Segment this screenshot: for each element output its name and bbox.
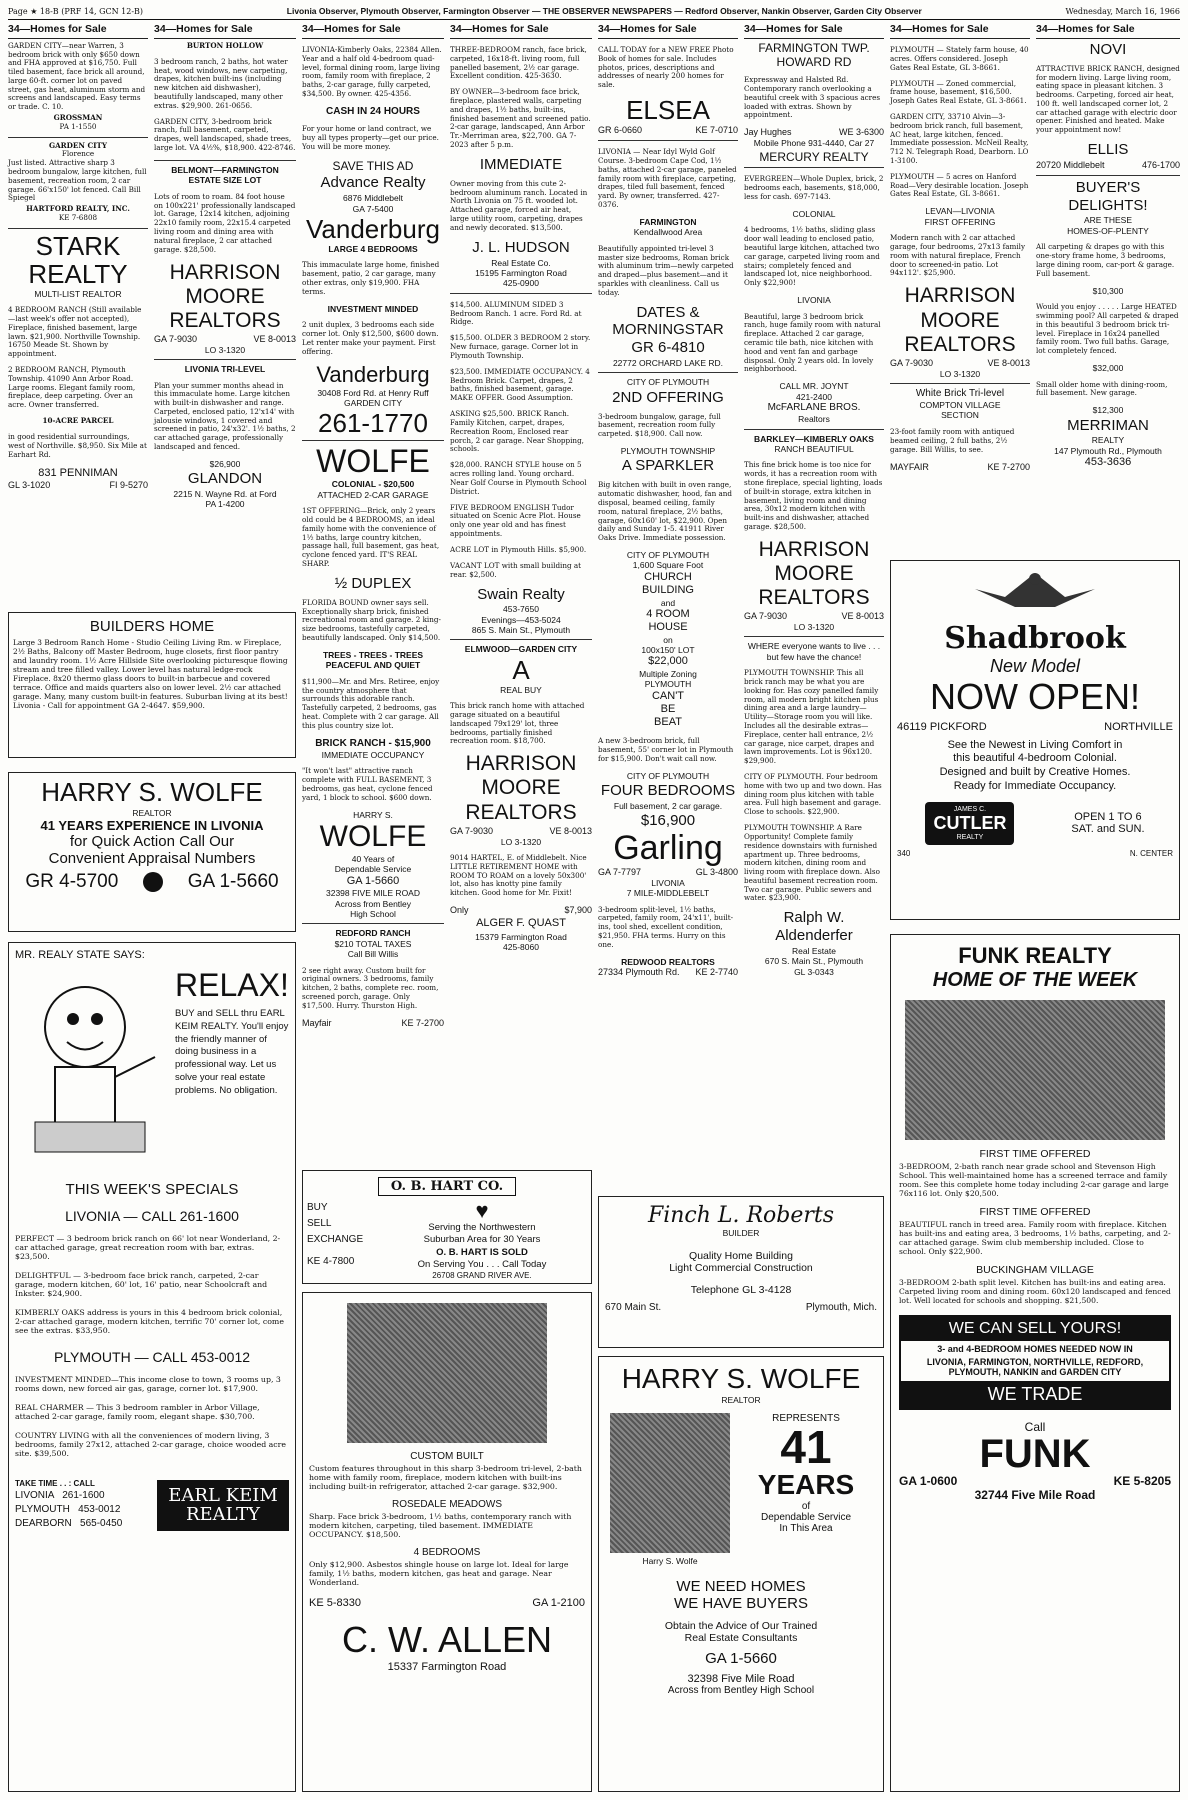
- section-heading: 34—Homes for Sale: [598, 22, 738, 39]
- harrison-moore-logo: HARRISON: [169, 260, 281, 284]
- ob-hart-ad: O. B. HART CO. BUY SELL EXCHANGE KE 4-7800 ♥ Serving the Northwestern Suburban Area for 30 Years O. B. HART IS SOLD On Serving You . . . Call Today 26708 GRAND RIVER AVE.: [302, 1170, 592, 1284]
- shadbrook-ad: Shadbrook New Model NOW OPEN! 46119 PICKFORD NORTHVILLE See the Newest in Living Comfort in this beautiful 4-bedroom Colonial. Designed and built by Creative Homes. Ready for Immediate Occupancy. JAMES C. CUTLER REALTY OPEN 1 TO 6 SAT. and SUN. 340 N. CENTER: [890, 560, 1180, 920]
- column-3: 34—Homes for Sale LIVONIA-Kimberly Oaks, 22384 Allen. Year and a half old 4-bedroom quad-level, formal dining room, large living room, family room with fireplace, 2 baths, 2-car garage, fully carpeted, $34,500. By owner. 425-4356. CASH IN 24 HOURS For your home or land contract, we buy all types property—get our price. You will be more money. SAVE THIS AD Advance Realty 6876 Middlebelt GA 7-5400 Vanderburg LARGE 4 BEDROOMS This immaculate large home, finished basement, patio, 2 car garage, many other extras, only $19,900. FHA terms. INVESTMENT MINDED 2 unit duplex, 3 bedrooms each side corner lot. Only $12,500, $600 down. Let renter make your payment. First offering. Vanderburg 30408 Ford Rd. at Henry Ruff GARDEN CITY 261-1770 WOLFE COLONIAL - $20,500 ATTACHED 2-CAR GARAGE 1ST OFFERING—Brick, only 2 years old could be 4 BEDROOMS, an ideal family home with the convenience of 1½ baths, large country kitchen, passage hall, full basement, gas heat, cyclone fenced yard. IT'S REAL SHARP. ½ DUPLEX FLORIDA BOUND owner says sell. Exceptionally sharp brick, finished recreational room and garage. 2 king-size bedrooms, tastefully carpeted, beautifully landscaped. Only $14,500. TREES - TREES - TREES PEACEFUL AND QUIET $11,900—Mr. and Mrs. Retiree, enjoy the country atmosphere that surrounds this adorable ranch. Tastefully carpeted, 2 bedrooms, gas heat. Complete with 2 car garage. All this plus country size lot. BRICK RANCH - $15,900 IMMEDIATE OCCUPANCY "It won't last" attractive ranch complete with FULL BASEMENT, 3 bedrooms, gas heat, cyclone fenced yard, 1 block to school. $600 down. HARRY S. WOLFE 40 Years of Dependable Service GA 1-5660 32398 FIVE MILE ROAD Across from Bentley High School REDFORD RANCH $210 TOTAL TAXES Call Bill Willis 2 see right away. Custom built for original owners. 3 bedrooms, family kitchen, 2 baths, complete rec. room, screened porch, garage. Only $17,500. Hurry. Thurston High. Mayfair KE 7-2700: [302, 23, 444, 1028]
- glandon-logo: GLANDON: [187, 470, 263, 488]
- column-6: 34—Homes for Sale FARMINGTON TWP. HOWARD RD Expressway and Halsted Rd. Contemporary ranch overlooking a beautiful creek with 3 spacious acres loaded with extras. Shown by appointment. Jay Hughes WE 3-6300 Mobile Phone 931-4440, Car 27 MERCURY REALTY EVERGREEN—Whole Duplex, brick, 2 bedrooms each, basements, $18,000, less for cash. 697-7143. COLONIAL 4 bedrooms, 1½ baths, sliding glass door wall leading to enclosed patio, beautiful large kitchen, attached two car garage, carpeted living room and stairs; completely fenced and landscaped lot, nice neighborhood. Only $22,900! LIVONIA Beautiful, large 3 bedroom brick ranch, huge family room with natural fireplace. Attached 2 car garage, ceramic tile bath, nice kitchen with hood and vent fan and garbage disposal. Only 2 years old. In lovely neighborhood. CALL MR. JOYNT 421-2400 McFARLANE BROS. Realtors BARKLEY—KIMBERLY OAKS RANCH BEAUTIFUL This fine brick home is too nice for words, it has a recreation room with stone fireplace, special lighting, loads of built-in storage, extra kitchen in basement, living room and dining area, 30x12 modern kitchen with built-ins and dishwasher, attached garage. $28,500. HARRISON MOORE REALTORS GA 7-9030 VE 8-0013 LO 3-1320 WHERE everyone wants to live . . . but few have the chance! PLYMOUTH TOWNSHIP. This all brick ranch may be what you are looking for. Has cozy panelled family room, all modern bright kitchen plus dining area and a large laundry—Utility—Storage room you will like. Includes all the desirable extras—Fireplace, center hall entrance, 2½ car garage, nice carpet, drapes and lawn improvements. Lot is 96x120. $29,900. CITY OF PLYMOUTH. Four bedroom home with two up and two down. Has dining room plus kitchen with table area. Full high basement and garage. Close to schools. $22,900. PLYMOUTH TOWNSHIP. A Rare Opportunity! Complete family residence downstairs with furnished apartment up. Three bedrooms, modern kitchen, dining room and living room with fireplace down. Also beautiful basement recreation room. Two car garage. Public sewers and water. $23,900. Ralph W. Aldenderfer Real Estate 670 S. Main St., Plymouth GL 3-0343: [744, 23, 884, 977]
- column-8: 34—Homes for Sale NOVI ATTRACTIVE BRICK RANCH, designed for modern living. Large living room, eating space in pleasant kitchen. 3 bedrooms. Carpeting, forced air heat, 100 ft. well landscaped corner lot, 2 car attached garage with electric door opener. Finished and heated. Make your appointment now! ELLIS 20720 Middlebelt 476-1700 BUYER'S DELIGHTS! ARE THESE HOMES-OF-PLENTY All carpeting & drapes go with this one-story frame home, 3 bedrooms, large dining room, car-port & garage. Full basement. $10,300 Would you enjoy . . . . . Large HEATED swimming pool? All carpeted & draped in this beautiful 3 bedroom brick tri-level. Fireplace in 16x24 panelled family room. Two full baths. Garage, lot completely fenced. $32,000 Small older home with dining-room, full basement. New garage. $12,300 MERRIMAN REALTY 147 Plymouth Rd., Plymouth 453-3636: [1036, 23, 1180, 469]
- finch-roberts-ad: Finch L. Roberts BUILDER Quality Home Building Light Commercial Construction Telephone GL 3-4128 670 Main St. Plymouth, Mich.: [598, 1196, 884, 1348]
- harrison-moore-logo: HARRISON: [758, 537, 870, 561]
- harrison-moore-logo: HARRISON: [904, 284, 1016, 308]
- eagle-emblem: [897, 567, 1173, 611]
- hudson-logo: J. L. HUDSON: [472, 238, 570, 256]
- mascot-illustration: [15, 967, 165, 1167]
- section-heading: 34—Homes for Sale: [1036, 22, 1180, 39]
- heart-icon: ♥: [475, 1198, 489, 1223]
- masthead: Livonia Observer, Plymouth Observer, Farmington Observer — THE OBSERVER NEWSPAPERS — Redford Observer, Nankin Observer, Garden City Observer: [286, 6, 922, 16]
- section-heading: 34—Homes for Sale: [154, 22, 296, 39]
- column-7: 34—Homes for Sale PLYMOUTH — Stately farm house, 40 acres. Offers considered. Joseph Gates Real Estate, GL 3-8661. PLYMOUTH — Zoned commercial, frame house, basement, $16,500. Joseph Gates Real Estate, GL 3-8661. GARDEN CITY, 33710 Alvin—3-bedroom brick ranch, full basement, AC heat, large kitchen, fenced. Immediate possession. McNeil Realty, 712 N. Telegraph Road, Dearborn. LO 1-3100. PLYMOUTH — 5 acres on Hanford Road—Very desirable location. Joseph Gates Real Estate, GL 3-8661. LEVAN—LIVONIA FIRST OFFERING Modern ranch with 2 car attached garage, four bedrooms, 27x13 family room with natural fireplace, French door to screened-in patio. Lot 94x112'. $25,900. HARRISON MOORE REALTORS GA 7-9030 VE 8-0013 LO 3-1320 White Brick Tri-level COMPTON VILLAGE SECTION 23-foot family room with antiqued beamed ceiling, 2 full baths, 2½ garage. Bill Willis, to see. MAYFAIR KE 7-2700: [890, 23, 1030, 472]
- house-photo: [905, 1000, 1165, 1140]
- earl-keim-logo: EARL KEIM REALTY: [157, 1480, 289, 1532]
- page-header: [8, 3, 1180, 20]
- elsea-logo: ELSEA: [626, 95, 710, 126]
- earl-keim-ad: MR. REALY STATE SAYS: RELAX! BUY and SELL thru EARL KEIM REALTY. You'll enjoy the friendly manner of doing business in a professional way. Let us solve your real estate problems. No obligation. THIS WEEK'S SPECIALS LIVONIA — CALL 261-1600 PERFECT — 3 bedroom brick ranch on 66' lot near Wonderland, 2-car attached garage, great recreation room with bar, extras. $23,500. DELIGHTFUL — 3-bedroom face brick ranch, carpeted, 2-car garage, modern kitchen, 60' lot, 16' patio, near Schoolcraft and Inkster. $24,900. KIMBERLY OAKS address is yours in this 4 bedroom brick colonial, 2-car attached garage, modern kitchen, terrific 70' corner lot, come see the extras. $33,950. PLYMOUTH — CALL 453-0012 INVESTMENT MINDED—This income close to town, 3 rooms up, 3 rooms down, new forced air gas, garage, corner lot. $17,900. REAL CHARMER — This 3 bedroom rambler in Arbor Village, attached 2-car garage, family room, elegant shape. $30,700. COUNTRY LIVING with all the conveniences of modern living, 3 bedrooms, family 27x12, attached 2-car garage, choice wooded acre site. $39,500. TAKE TIME . . : CALL LIVONIA 261-1600 PLYMOUTH 453-0012 DEARBORN 565-0450 EARL KEIM REALTY: [8, 942, 296, 1792]
- column-4: 34—Homes for Sale THREE-BEDROOM ranch, face brick, carpeted, 16x18-ft. living room, full panelled basement, 2½ car garage. Excellent condition. 425-3630. BY OWNER—3-bedroom face brick, fireplace, plastered walls, carpeting and drapes, 1½ baths, built-ins, finished basement and screened patio. 2-car garage, landscaped, Ann Arbor Tr.-Merriman area, $22,700. GA 7-2023 after 5 p.m. IMMEDIATE Owner moving from this cute 2-bedroom aluminum ranch. Located in North Livonia on 75 ft. wooded lot. Attached garage, forced air heat, large utility room, carpeting, drapes and newly decorated. $13,500. J. L. HUDSON Real Estate Co. 15195 Farmington Road 425-0900 $14,500. ALUMINUM SIDED 3 Bedroom Ranch. 1 acre. Ford Rd. at Ridge. $15,500. OLDER 3 BEDROOM 2 story. New furnace, garage. Corner lot in Plymouth Township. $23,500. IMMEDIATE OCCUPANCY. 4 Bedroom Brick. Carpet, drapes, 2 baths, finished basement, garage. MAKE OFFER. Good Assumption. ASKING $25,500. BRICK Ranch. Family Kitchen, carpet, drapes, Recreation Room, Enclosed rear porch, 2 car garage. Near Shopping, schools. $28,000. RANCH STYLE house on 5 acres rolling land. Young orchard. Near Golf Course in Plymouth School District. FIVE BEDROOM ENGLISH Tudor situated on Scenic Acre Plot. House only one year old and has finest appointments. ACRE LOT in Plymouth Hills. $5,900. VACANT LOT with small building at rear. $2,500. Swain Realty 453-7650 Evenings—453-5024 865 S. Main St., Plymouth ELMWOOD—GARDEN CITY A REAL BUY This brick ranch home with attached garage situated on a beautiful landscaped 79x129' lot, three bedrooms, partially finished recreation room. $18,700. HARRISON MOORE REALTORS GA 7-9030 VE 8-0013 LO 3-1320 9014 HARTEL, E. of Middlebelt. Nice LITTLE RETIREMENT HOME with ROOM TO ROAM on a lovely 50x300' lot, also has knotty pine family kitchen. Good home for Mr. Fixit! Only $7,900 ALGER F. QUAST 15379 Farmington Road 425-8060: [450, 23, 592, 953]
- harrison-moore-logo: HARRISON: [465, 752, 577, 776]
- stark-logo: STARK: [35, 230, 121, 261]
- phone-icon: [143, 872, 163, 892]
- page-number: Page ★ 18-B (PRF 14, GCN 12-B): [8, 6, 144, 16]
- swain-logo: Swain Realty: [477, 585, 565, 603]
- section-heading: 34—Homes for Sale: [744, 22, 884, 39]
- classified-ad: GARDEN CITY—near Warren, 3 bedroom brick with only $650 down and FHA approved at $16,750. Full tiled basement, face brick all around, large 60-ft. corner lot on paved street, gas heat, aluminum storm and screens and landscaped. Easy terms or trade. C. 10. GROSSMAN PA 1-1550: [8, 40, 146, 131]
- cw-allen-ad: CUSTOM BUILT Custom features throughout in this sharp 3-bedroom tri-level, 2-bath home with family room, fireplace, modern kitchen with built-ins including built-in refrigerator, attached 2-car garage. $32,900. ROSEDALE MEADOWS Sharp. Face brick 3-bedroom, 1½ baths, contemporary ranch with modern kitchen, carpeting, tiled basement. IMMEDIATE OCCUPANCY. $18,500. 4 BEDROOMS Only $12,900. Asbestos shingle house on large lot. Ideal for large family, 1½ baths, modern kitchen, gas heat and garage. Near Wonderland. KE 5-8330 GA 1-2100 C. W. ALLEN 15337 Farmington Road: [302, 1292, 592, 1792]
- builders-home-ad: BUILDERS HOME Large 3 Bedroom Ranch Home - Studio Ceiling Living Rm. w Fireplace, 2½ Baths, Balcony off Master Bedroom, huge closets, first floor pantry and laundry room. 1½ Acre Hillside Site overlooking picturesque flowing stream and tree filled valley. Lower level has natural ledge-rock Fireplace. 8x20 thermo glass doors to built-in barbecue and covered terrace. Office and maids quarters also on lower level. 2½ car attached garage. Many, many custom built-in features. Suburban living at its best! Livonia - Call for appointment GA 2-4647. $59,900.: [8, 612, 296, 758]
- harry-wolfe-ad: HARRY S. WOLFE REALTOR Harry S. Wolfe REPRESENTS 41 YEARS of Dependable Service In This Area WE NEED HOMES WE HAVE BUYERS Obtain the Advice of Our Trained Real Estate Consultants GA 1-5660 32398 Five Mile Road Across from Bentley High School: [598, 1356, 884, 1792]
- section-heading: 34—Homes for Sale: [302, 22, 444, 39]
- house-photo: [347, 1303, 547, 1443]
- column-5: 34—Homes for Sale CALL TODAY for a NEW FREE Photo Book of homes for sale. Includes photos, prices, descriptions and addresses of nearly 200 homes for sale. ELSEA GR 6-0660 KE 7-0710 LIVONIA — Near Idyl Wyld Golf Course. 3-bedroom Cape Cod, 1½ baths, attached 2-car garage, paneled family room with fireplace, carpeting, drapes, tiled full basement, fenced yard. By owner, transferred. 427-0376. FARMINGTON Kendallwood Area Beautifully appointed tri-level 3 master size bedrooms, Roman brick with aluminum trim—newly carpeted and draped—plus basement—and it sparkles with cleanliness. Call us today. DATES & MORNINGSTAR GR 6-4810 22772 ORCHARD LAKE RD. CITY OF PLYMOUTH 2ND OFFERING 3-bedroom bungalow, garage, full basement, recreation room fully carpeted. $18,900. Call now. PLYMOUTH TOWNSHIP A SPARKLER Big kitchen with built in oven range, automatic dishwasher, hood, fan and disposal, beamed ceiling, family room, natural fireplace, 2½ baths, garage, 60x160' lot, $22,900. Open daily and Sunday 1-5. 41911 River Oaks Drive. Immediate possession. CITY OF PLYMOUTH 1,600 Square Foot CHURCH BUILDING and 4 ROOM HOUSE on 100x150' LOT $22,000 Multiple Zoning PLYMOUTH CAN'T BE BEAT A new 3-bedroom brick, full basement, 55' corner lot in Plymouth for $15,900. Don't wait call now. CITY OF PLYMOUTH FOUR BEDROOMS Full basement, 2 car garage. $16,900 Garling GA 7-7797 GL 3-4800 LIVONIA 7 MILE-MIDDLEBELT 3-bedroom split-level, 1½ baths, carpeted, family room, 24'x11', built-ins, tool shed, excellent condition, $21,950. FHA terms. Hurry on this one. REDWOOD REALTORS 27334 Plymouth Rd. KE 2-7740: [598, 23, 738, 978]
- section-heading: 34—Homes for Sale: [890, 22, 1030, 39]
- funk-realty-ad: FUNK REALTY HOME OF THE WEEK FIRST TIME OFFERED 3-BEDROOM, 2-bath ranch near grade school and Stevenson High School. This well-maintained home has a screened terrace and family room. See this complete home today including 2-car garage and large 76x116 lot. Only $20,500. FIRST TIME OFFERED BEAUTIFUL ranch in treed area. Family room with fireplace. Kitchen has built-ins and eating area, 3 bedrooms, 1½ baths, carpeting, and 2-car attached garage. Swim club membership included. Close to school. Only $22,900. BUCKINGHAM VILLAGE 3-BEDROOM 2-bath split level. Kitchen has built-ins and eating area. Carpeted living room and dining room. 60x120 landscaped and fenced lot. Well located for schools and shopping. $21,500. WE CAN SELL YOURS! 3- and 4-BEDROOM HOMES NEEDED NOW IN LIVONIA, FARMINGTON, NORTHVILLE, REDFORD, PLYMOUTH, NANKIN and GARDEN CITY WE TRADE Call FUNK GA 1-0600 KE 5-8205 32744 Five Mile Road: [890, 934, 1180, 1792]
- vanderburg-logo: Vanderburg: [306, 213, 440, 244]
- section-heading: 34—Homes for Sale: [450, 22, 592, 39]
- garling-logo: Garling: [613, 828, 723, 867]
- cutler-logo: JAMES C. CUTLER REALTY: [925, 802, 1014, 845]
- wolfe-logo: WOLFE: [316, 443, 430, 480]
- portrait-photo: [610, 1413, 730, 1553]
- section-heading: 34—Homes for Sale: [8, 22, 148, 39]
- harry-wolfe-ad: HARRY S. WOLFE REALTOR 41 YEARS EXPERIENCE IN LIVONIA for Quick Action Call Our Convenient Appraisal Numbers GR 4-5700 GA 1-5660: [8, 772, 296, 932]
- classified-ad: GARDEN CITY Florence Just listed. Attractive sharp 3 bedroom bungalow, large kitchen, full basement, recreation room, 2 car garage. 66'x150' lot fenced. Call Bill Spiegel HARTFORD REALTY, INC. KE 7-6808: [8, 140, 147, 222]
- column-1: 34—Homes for Sale GARDEN CITY—near Warren, 3 bedroom brick with only $650 down and FHA approved at $16,750. Full tiled basement, face brick all around, large 60-ft. corner lot on paved street, gas heat, aluminum storm and screens and landscaped. Easy terms or trade. C. 10. GROSSMAN PA 1-1550 GARDEN CITY Florence Just listed. Attractive sharp 3 bedroom bungalow, large kitchen, full basement, recreation room, 2 car garage. 66'x150' lot fenced. Call Bill Spiegel HARTFORD REALTY, INC. KE 7-6808 STARK REALTY MULTI-LIST REALTOR 4 BEDROOM RANCH (Still available—last week's offer not accepted), Fireplace, finished basement, large lawn. $21,900. Northville Township. 16750 Meade St. Shown by appointment. 2 BEDROOM RANCH, Plymouth Township. 41090 Ann Arbor Road. Large rooms. Elegant family room, fireplace, deep carpeting. Over an acre. Owner transferred. 10-ACRE PARCEL in good residential surroundings, west of Northville. $8,950. Six Mile at Earhart Rd. 831 PENNIMAN GL 3-1020 FI 9-5270: [8, 23, 148, 491]
- column-2: 34—Homes for Sale BURTON HOLLOW 3 bedroom ranch, 2 baths, hot water heat, wood windows, new carpeting, drapes, kitchen built-ins (including new kitchen aid dishwasher), beautifully landscaped, many other extras. $29,900. 261-0656. GARDEN CITY, 3-bedroom brick ranch, full basement, carpeted, drapes, well landscaped, shade trees, large lot. VA 4½%, $18,900. 422-8746. BELMONT—FARMINGTON ESTATE SIZE LOT Lots of room to roam. 84 foot house on 100x221' professionally landscaped lot. Garage, 12x14 kitchen, adjoining 22x10 family room, 22x15.4 carpeted living room and dining area with natural fireplace, 2 car attached garage. $28,500. HARRISON MOORE REALTORS GA 7-9030 VE 8-0013 LO 3-1320 LIVONIA TRI-LEVEL Plan your summer months ahead in this immaculate home. Large kitchen with built-in dishwasher and range. Carpeted, enclosed patio, 12'x14' with jalousie windows, 1 covered and screened in patio, 24'x32'. 1½ baths, 2 car attached garage, professionally landscaped and fenced. $26,900 GLANDON 2215 N. Wayne Rd. at Ford PA 1-4200: [154, 23, 296, 510]
- issue-date: Wednesday, March 16, 1966: [1065, 6, 1180, 16]
